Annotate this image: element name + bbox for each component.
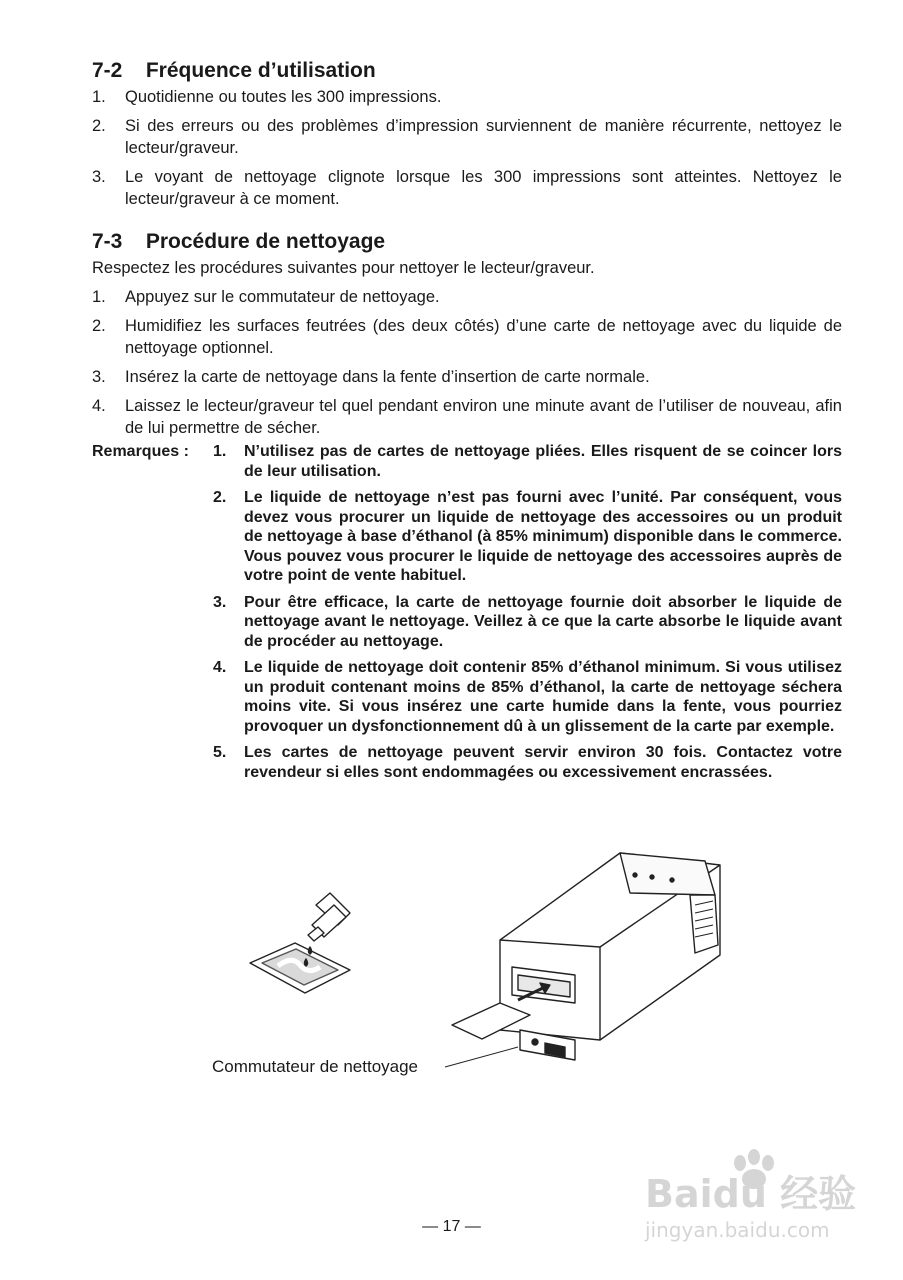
- remark-item: [213, 593, 842, 652]
- remark-text: Le liquide de nettoyage doit contenir 85% d’éthanol minimum. Si vous utilisez un produit contenant moins de 85% d’éthanol, la carte de nettoyage séchera moins vite. Si vous insérez une carte humide dans la fente, vous pourriez provoquer un dysfonctionnement dû à un glissement de la carte par exemple.: [244, 659, 842, 735]
- item-text: Si des erreurs ou des problèmes d’impression surviennent de manière récurrente, nettoyez le lecteur/graveur.: [125, 117, 842, 157]
- item-text: Laissez le lecteur/graveur tel quel pendant environ une minute avant de l’utiliser de nouveau, afin de lui permettre de sécher.: [125, 397, 842, 437]
- callout-line: [445, 1047, 518, 1067]
- remark-text: Les cartes de nettoyage peuvent servir environ 30 fois. Contactez votre revendeur si elles sont endommagées ou excessivement encrassées.: [244, 744, 842, 781]
- remark-item: [213, 658, 842, 736]
- list-item: [92, 366, 842, 388]
- remark-item: [213, 442, 842, 481]
- list-item: [92, 286, 842, 308]
- figure-label: Commutateur de nettoyage: [212, 1057, 419, 1076]
- remark-text: Pour être efficace, la carte de nettoyage fournie doit absorber le liquide de nettoyage avant le nettoyage. Veillez à ce que la carte absorbe le liquide avant de procéder au nettoyage.: [244, 593, 842, 650]
- section-73-intro: Respectez les procédures suivantes pour nettoyer le lecteur/graveur.: [92, 259, 595, 277]
- list-item: [92, 86, 842, 108]
- remark-number: 1.: [213, 443, 227, 460]
- page-number: — 17 —: [422, 1218, 481, 1235]
- remark-number: 3.: [213, 593, 227, 611]
- list-item: [92, 166, 842, 210]
- item-number: 3.: [92, 168, 106, 186]
- list-item: [92, 395, 842, 439]
- watermark-brand: Baidu 经验: [645, 1172, 857, 1216]
- section-72-number: 7-2: [92, 59, 123, 82]
- section-73-number: 7-3: [92, 230, 123, 253]
- item-text: Humidifiez les surfaces feutrées (des deux côtés) d’une carte de nettoyage avec du liquide de nettoyage optionnel.: [125, 317, 842, 357]
- remark-number: 2.: [213, 489, 227, 506]
- item-number: 4.: [92, 397, 106, 415]
- section-73-list: [92, 286, 842, 446]
- list-item: [92, 115, 842, 159]
- remarks-list: [213, 442, 842, 789]
- item-text: Quotidienne ou toutes les 300 impressions.: [125, 88, 442, 106]
- watermark-url: jingyan.baidu.com: [645, 1218, 830, 1242]
- section-72-list: [92, 86, 842, 217]
- remark-item: [213, 488, 842, 586]
- printer-device-icon: [452, 853, 720, 1060]
- remark-item: [213, 743, 842, 782]
- remarks-label: Remarques :: [92, 443, 189, 460]
- section-72-heading: [92, 59, 376, 83]
- section-72-title: Fréquence d’utilisation: [145, 59, 376, 82]
- remark-text: N’utilisez pas de cartes de nettoyage pliées. Elles risquent de se coincer lors de leur utilisation.: [244, 443, 842, 480]
- cleaning-card-icon: [250, 943, 350, 993]
- remark-number: 5.: [213, 744, 227, 761]
- cleaning-illustration: [200, 835, 740, 1085]
- list-item: [92, 315, 842, 359]
- remark-number: 4.: [213, 659, 227, 676]
- section-73-heading: [92, 230, 385, 254]
- baidu-watermark: [640, 1145, 870, 1245]
- item-number: 2.: [92, 317, 106, 335]
- item-text: Insérez la carte de nettoyage dans la fente d’insertion de carte normale.: [125, 368, 650, 386]
- item-number: 1.: [92, 288, 106, 306]
- item-number: 1.: [92, 88, 106, 106]
- section-73-title: Procédure de nettoyage: [145, 230, 386, 253]
- item-number: 3.: [92, 368, 106, 386]
- item-text: Appuyez sur le commutateur de nettoyage.: [125, 288, 440, 306]
- remark-text: Le liquide de nettoyage n’est pas fourni avec l’unité. Par conséquent, vous devez vous procurer un liquide de nettoyage des accessoires ou un produit de nettoyage à base d’éthanol (à 85% minimum) disponible dans le commerce. Vous pouvez vous procurer le liquide de nettoyage des accessoires auprès de votre point de vente habituel.: [244, 489, 842, 584]
- item-number: 2.: [92, 117, 106, 135]
- item-text: Le voyant de nettoyage clignote lorsque les 300 impressions sont atteintes. Nettoyez le lecteur/graveur à ce moment.: [125, 168, 842, 208]
